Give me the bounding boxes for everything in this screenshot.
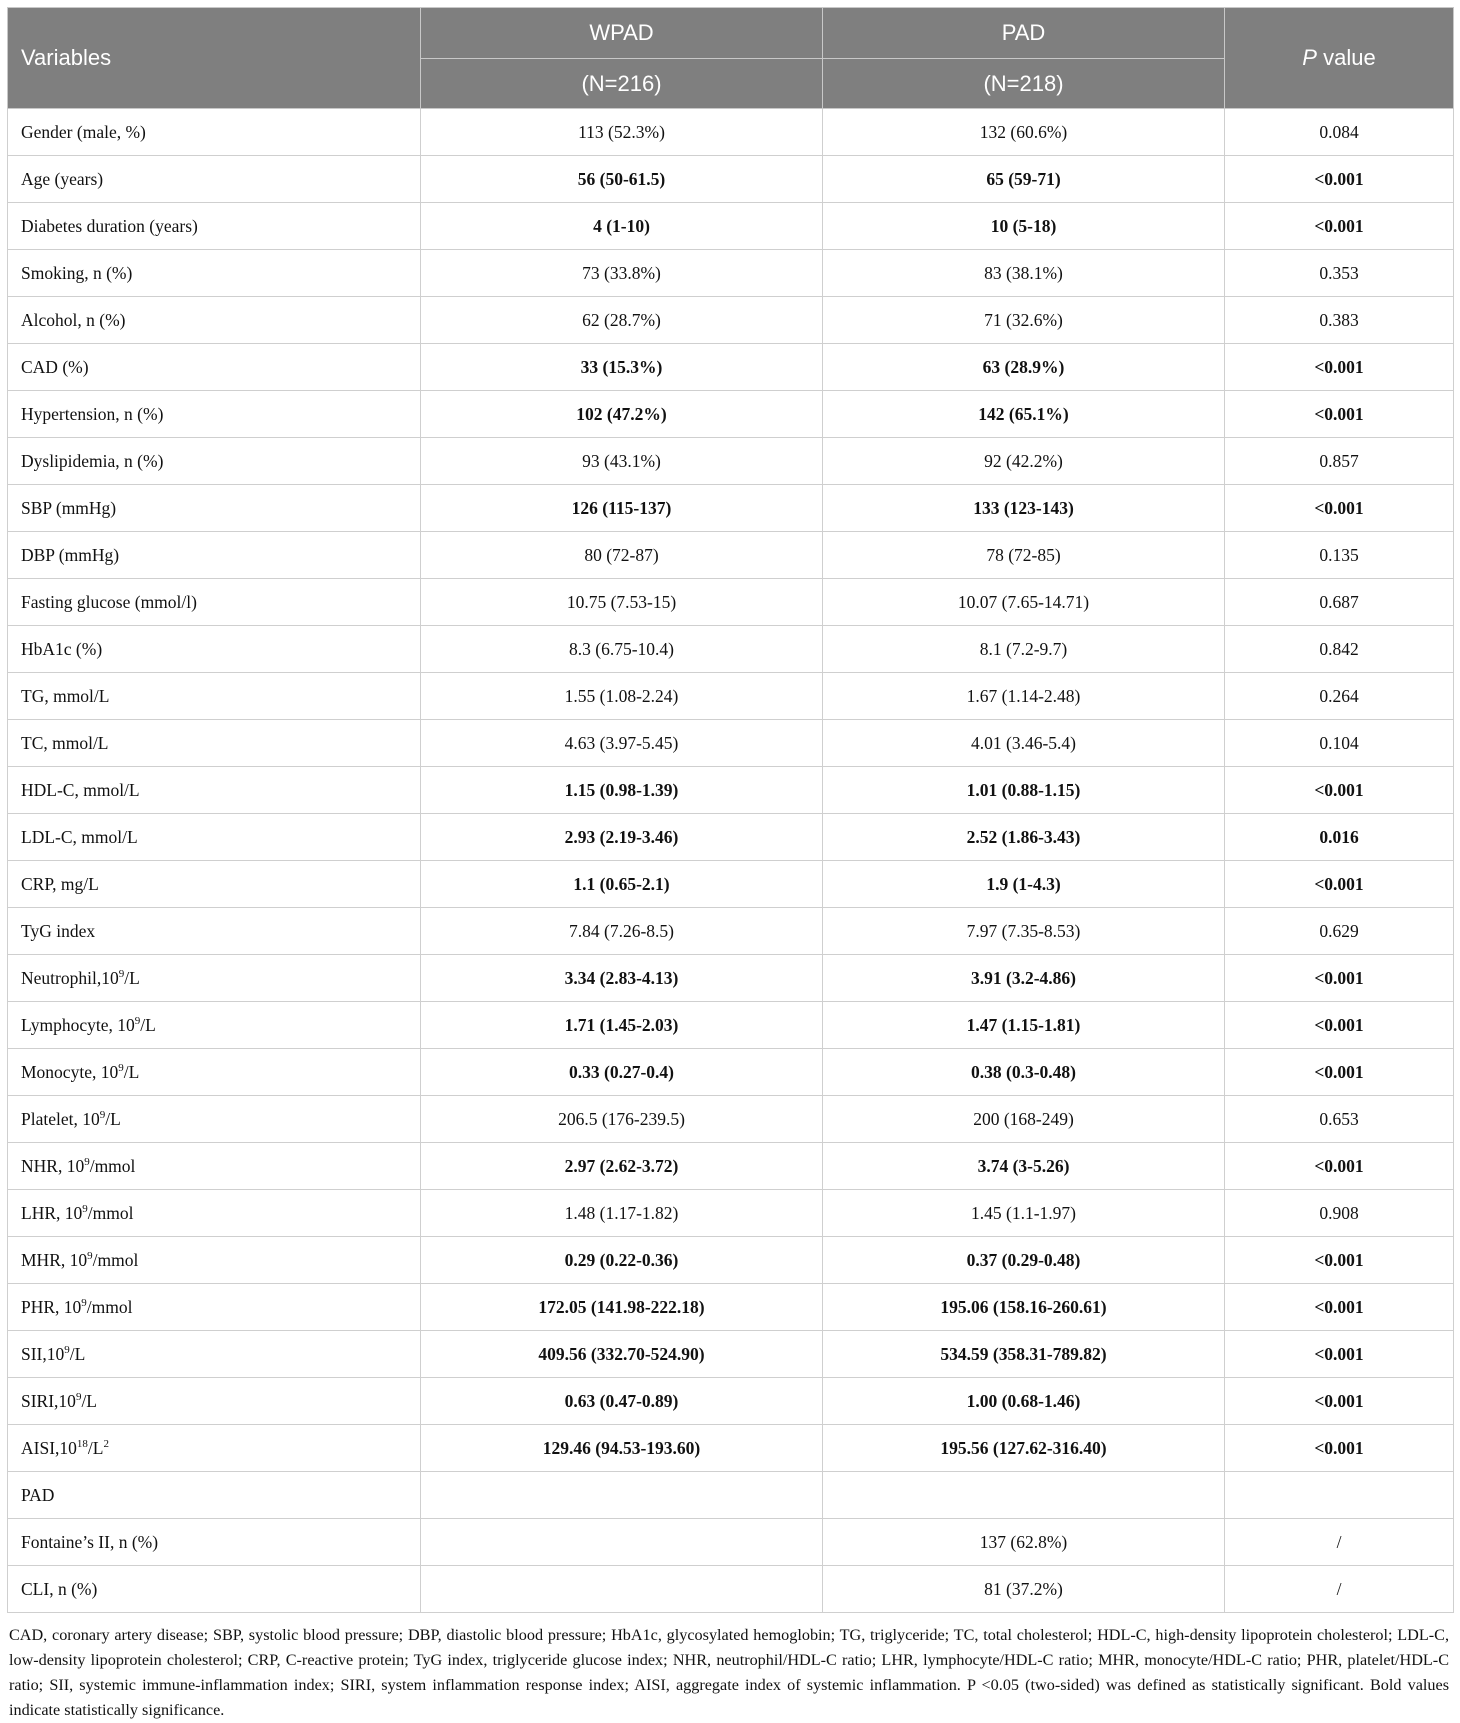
row-label-exponent: 9: [118, 1061, 124, 1074]
row-label: Dyslipidemia, n (%): [8, 438, 421, 485]
header-p-value: [1225, 8, 1454, 109]
cell-wpad: 129.46 (94.53-193.60): [421, 1425, 823, 1472]
row-label-unit: /L: [87, 1437, 104, 1458]
row-label: SBP (mmHg): [8, 485, 421, 532]
table-container: [7, 7, 1453, 1723]
row-label-text: Neutrophil,10: [21, 967, 119, 988]
cell-pad: 1.47 (1.15-1.81): [823, 1002, 1225, 1049]
cell-pad: 0.37 (0.29-0.48): [823, 1237, 1225, 1284]
table-row: [8, 109, 1454, 156]
header-p-italic: P: [1302, 45, 1317, 70]
cell-p-value: 0.135: [1225, 532, 1454, 579]
cell-pad: 1.00 (0.68-1.46): [823, 1378, 1225, 1425]
row-label-text: SIRI,10: [21, 1390, 76, 1411]
cell-p-value: 0.842: [1225, 626, 1454, 673]
cell-pad: 1.01 (0.88-1.15): [823, 767, 1225, 814]
row-label-text: SII,10: [21, 1343, 65, 1364]
cell-p-value: 0.653: [1225, 1096, 1454, 1143]
table-row: [8, 861, 1454, 908]
cell-pad: 7.97 (7.35-8.53): [823, 908, 1225, 955]
row-label-unit: /L: [124, 967, 140, 988]
row-label: TG, mmol/L: [8, 673, 421, 720]
row-label-text: Platelet, 10: [21, 1108, 100, 1129]
row-label-exponent: 9: [99, 1108, 106, 1121]
cell-pad: 65 (59-71): [823, 156, 1225, 203]
row-label-text: MHR, 10: [21, 1249, 88, 1270]
cell-pad: 92 (42.2%): [823, 438, 1225, 485]
cell-p-value: <0.001: [1225, 1143, 1454, 1190]
row-label-exponent: 9: [82, 1202, 88, 1215]
cell-p-value: 0.016: [1225, 814, 1454, 861]
cell-wpad: [421, 1566, 823, 1613]
table-header: [8, 8, 1454, 109]
cell-wpad: 126 (115-137): [421, 485, 823, 532]
table-row: [8, 391, 1454, 438]
cell-p-value: <0.001: [1225, 485, 1454, 532]
table-row: [8, 1237, 1454, 1284]
row-label-text: AISI,10: [21, 1437, 77, 1458]
table-row: [8, 673, 1454, 720]
row-label: HDL-C, mmol/L: [8, 767, 421, 814]
row-label: [8, 1002, 421, 1049]
row-label-unit: /L: [69, 1343, 86, 1364]
cell-p-value: <0.001: [1225, 955, 1454, 1002]
cell-p-value: 0.857: [1225, 438, 1454, 485]
row-label: [8, 1378, 421, 1425]
cell-pad: 534.59 (358.31-789.82): [823, 1331, 1225, 1378]
cell-p-value: <0.001: [1225, 861, 1454, 908]
cell-pad: 71 (32.6%): [823, 297, 1225, 344]
cell-pad: 81 (37.2%): [823, 1566, 1225, 1613]
cell-wpad: 7.84 (7.26-8.5): [421, 908, 823, 955]
table-row: [8, 156, 1454, 203]
row-label: Diabetes duration (years): [8, 203, 421, 250]
cell-p-value: <0.001: [1225, 1237, 1454, 1284]
row-label: [8, 1049, 421, 1096]
table-row: [8, 1378, 1454, 1425]
table-row: [8, 1425, 1454, 1472]
cell-p-value: <0.001: [1225, 1378, 1454, 1425]
row-label: [8, 955, 421, 1002]
cell-wpad: 102 (47.2%): [421, 391, 823, 438]
table-footnote: CAD, coronary artery disease; SBP, systolic blood pressure; DBP, diastolic blood pressure; HbA1c, glycosylated hemoglobin; TG, triglyceride; TC, total cholesterol; HDL-C, high-density lipoprotein cholesterol; LDL-C, low-density lipoprotein cholesterol; CRP, C-reactive protein; TyG index, triglyceride glucose index; NHR, neutrophil/HDL-C ratio; LHR, lymphocyte/HDL-C ratio; MHR, monocyte/HDL-C ratio; PHR, platelet/HDL-C ratio; SII, systemic immune-inflammation index; SIRI, system inflammation response index; AISI, aggregate index of systemic inflammation. P <0.05 (two-sided) was defined as statistically significant. Bold values indicate statistically significance.: [9, 1626, 1449, 1719]
cell-pad: 200 (168-249): [823, 1096, 1225, 1143]
row-label-exponent: 9: [118, 967, 125, 980]
row-label: Alcohol, n (%): [8, 297, 421, 344]
cell-pad: 133 (123-143): [823, 485, 1225, 532]
row-label-text: LHR, 10: [21, 1202, 83, 1223]
table-body: [8, 109, 1454, 1613]
cell-p-value: <0.001: [1225, 391, 1454, 438]
row-label: [8, 1096, 421, 1143]
row-label: LDL-C, mmol/L: [8, 814, 421, 861]
row-label: Fasting glucose (mmol/l): [8, 579, 421, 626]
header-p-rest: value: [1316, 45, 1376, 70]
table-row: [8, 814, 1454, 861]
table-row: [8, 1566, 1454, 1613]
cell-pad: 1.45 (1.1-1.97): [823, 1190, 1225, 1237]
cell-pad: 1.9 (1-4.3): [823, 861, 1225, 908]
row-label: TyG index: [8, 908, 421, 955]
row-label: CRP, mg/L: [8, 861, 421, 908]
cell-p-value: 0.629: [1225, 908, 1454, 955]
row-label-exponent: 18: [76, 1437, 88, 1450]
cell-p-value: 0.383: [1225, 297, 1454, 344]
table-row: [8, 579, 1454, 626]
cell-pad: 83 (38.1%): [823, 250, 1225, 297]
cell-wpad: 93 (43.1%): [421, 438, 823, 485]
cell-p-value: <0.001: [1225, 1425, 1454, 1472]
row-label-unit: /mmol: [87, 1202, 134, 1223]
cell-wpad: 8.3 (6.75-10.4): [421, 626, 823, 673]
cell-wpad: 0.33 (0.27-0.4): [421, 1049, 823, 1096]
header-pad-n: (N=218): [823, 59, 1225, 109]
cell-p-value: 0.908: [1225, 1190, 1454, 1237]
cell-pad: 195.56 (127.62-316.40): [823, 1425, 1225, 1472]
row-label: PAD: [8, 1472, 421, 1519]
cell-wpad: 73 (33.8%): [421, 250, 823, 297]
row-label-unit: /mmol: [86, 1296, 133, 1317]
cell-wpad: 0.29 (0.22-0.36): [421, 1237, 823, 1284]
cell-wpad: 113 (52.3%): [421, 109, 823, 156]
row-label: [8, 1237, 421, 1284]
cell-p-value: /: [1225, 1519, 1454, 1566]
cell-p-value: <0.001: [1225, 156, 1454, 203]
cell-p-value: 0.353: [1225, 250, 1454, 297]
cell-wpad: 1.48 (1.17-1.82): [421, 1190, 823, 1237]
row-label: Age (years): [8, 156, 421, 203]
table-row: [8, 1519, 1454, 1566]
cell-wpad: 33 (15.3%): [421, 344, 823, 391]
cell-pad: 195.06 (158.16-260.61): [823, 1284, 1225, 1331]
table-row: [8, 1002, 1454, 1049]
table-row: [8, 720, 1454, 767]
row-label-unit: /L: [81, 1390, 97, 1411]
row-label: Smoking, n (%): [8, 250, 421, 297]
cell-pad: 8.1 (7.2-9.7): [823, 626, 1225, 673]
row-label-unit: /L: [105, 1108, 121, 1129]
row-label-exponent: 9: [75, 1390, 82, 1403]
cell-wpad: 0.63 (0.47-0.89): [421, 1378, 823, 1425]
header-wpad-n: (N=216): [421, 59, 823, 109]
table-row: [8, 438, 1454, 485]
cell-p-value: 0.687: [1225, 579, 1454, 626]
row-label-unit: /L: [140, 1014, 156, 1035]
header-pad: PAD: [823, 8, 1225, 59]
row-label-text: PHR, 10: [21, 1296, 82, 1317]
cell-pad: 2.52 (1.86-3.43): [823, 814, 1225, 861]
cell-p-value: <0.001: [1225, 767, 1454, 814]
cell-pad: 4.01 (3.46-5.4): [823, 720, 1225, 767]
table-row: [8, 203, 1454, 250]
cell-p-value: 0.264: [1225, 673, 1454, 720]
table-row: [8, 626, 1454, 673]
row-label: Gender (male, %): [8, 109, 421, 156]
row-label-exponent: 9: [84, 1155, 90, 1168]
cell-pad: 142 (65.1%): [823, 391, 1225, 438]
cell-wpad: 1.1 (0.65-2.1): [421, 861, 823, 908]
table-row: [8, 955, 1454, 1002]
row-label-unit-exponent: 2: [103, 1437, 109, 1450]
cell-p-value: /: [1225, 1566, 1454, 1613]
row-label-exponent: 9: [64, 1343, 70, 1356]
cell-wpad: 1.15 (0.98-1.39): [421, 767, 823, 814]
row-label: Hypertension, n (%): [8, 391, 421, 438]
cell-p-value: <0.001: [1225, 1002, 1454, 1049]
table-row: [8, 1049, 1454, 1096]
cell-pad: 63 (28.9%): [823, 344, 1225, 391]
table-row: [8, 1472, 1454, 1519]
cell-pad: 3.91 (3.2-4.86): [823, 955, 1225, 1002]
cell-wpad: 409.56 (332.70-524.90): [421, 1331, 823, 1378]
cell-pad: 78 (72-85): [823, 532, 1225, 579]
cell-pad: 132 (60.6%): [823, 109, 1225, 156]
table-row: [8, 1190, 1454, 1237]
cell-wpad: 4.63 (3.97-5.45): [421, 720, 823, 767]
row-label: CLI, n (%): [8, 1566, 421, 1613]
cell-wpad: 56 (50-61.5): [421, 156, 823, 203]
table-row: [8, 1143, 1454, 1190]
header-variables: Variables: [8, 8, 421, 109]
cell-p-value: 0.084: [1225, 109, 1454, 156]
cell-pad: [823, 1472, 1225, 1519]
row-label: [8, 1425, 421, 1472]
row-label-exponent: 9: [81, 1296, 87, 1309]
cell-p-value: [1225, 1472, 1454, 1519]
table-row: [8, 297, 1454, 344]
row-label-exponent: 9: [134, 1014, 141, 1027]
cell-wpad: 172.05 (141.98-222.18): [421, 1284, 823, 1331]
cell-wpad: 1.71 (1.45-2.03): [421, 1002, 823, 1049]
row-label-exponent: 9: [87, 1249, 93, 1262]
row-label: [8, 1284, 421, 1331]
cell-wpad: 10.75 (7.53-15): [421, 579, 823, 626]
cell-wpad: 2.93 (2.19-3.46): [421, 814, 823, 861]
table-row: [8, 1096, 1454, 1143]
row-label: [8, 1331, 421, 1378]
table-row: [8, 767, 1454, 814]
cell-pad: 0.38 (0.3-0.48): [823, 1049, 1225, 1096]
row-label: CAD (%): [8, 344, 421, 391]
cell-wpad: 3.34 (2.83-4.13): [421, 955, 823, 1002]
cell-pad: 3.74 (3-5.26): [823, 1143, 1225, 1190]
cell-wpad: [421, 1472, 823, 1519]
cell-pad: 1.67 (1.14-2.48): [823, 673, 1225, 720]
row-label-unit: /mmol: [92, 1249, 139, 1270]
cell-p-value: <0.001: [1225, 1284, 1454, 1331]
table-row: [8, 485, 1454, 532]
table-row: [8, 908, 1454, 955]
cell-wpad: 2.97 (2.62-3.72): [421, 1143, 823, 1190]
cell-wpad: [421, 1519, 823, 1566]
baseline-characteristics-table: [7, 7, 1454, 1613]
row-label: [8, 1190, 421, 1237]
row-label-unit: /mmol: [89, 1155, 136, 1176]
table-row: [8, 250, 1454, 297]
row-label-text: NHR, 10: [21, 1155, 85, 1176]
cell-pad: 137 (62.8%): [823, 1519, 1225, 1566]
row-label-text: Monocyte, 10: [21, 1061, 119, 1082]
cell-wpad: 62 (28.7%): [421, 297, 823, 344]
cell-p-value: <0.001: [1225, 1049, 1454, 1096]
row-label: DBP (mmHg): [8, 532, 421, 579]
cell-wpad: 80 (72-87): [421, 532, 823, 579]
cell-p-value: <0.001: [1225, 344, 1454, 391]
row-label: Fontaine’s II, n (%): [8, 1519, 421, 1566]
header-wpad: WPAD: [421, 8, 823, 59]
table-row: [8, 1331, 1454, 1378]
cell-pad: 10 (5-18): [823, 203, 1225, 250]
cell-wpad: 1.55 (1.08-2.24): [421, 673, 823, 720]
row-label: [8, 1143, 421, 1190]
table-row: [8, 532, 1454, 579]
row-label-unit: /L: [123, 1061, 140, 1082]
table-row: [8, 1284, 1454, 1331]
cell-p-value: <0.001: [1225, 203, 1454, 250]
cell-wpad: 206.5 (176-239.5): [421, 1096, 823, 1143]
cell-p-value: 0.104: [1225, 720, 1454, 767]
row-label: TC, mmol/L: [8, 720, 421, 767]
cell-pad: 10.07 (7.65-14.71): [823, 579, 1225, 626]
cell-p-value: <0.001: [1225, 1331, 1454, 1378]
row-label: HbA1c (%): [8, 626, 421, 673]
row-label-text: Lymphocyte, 10: [21, 1014, 135, 1035]
table-row: [8, 344, 1454, 391]
cell-wpad: 4 (1-10): [421, 203, 823, 250]
